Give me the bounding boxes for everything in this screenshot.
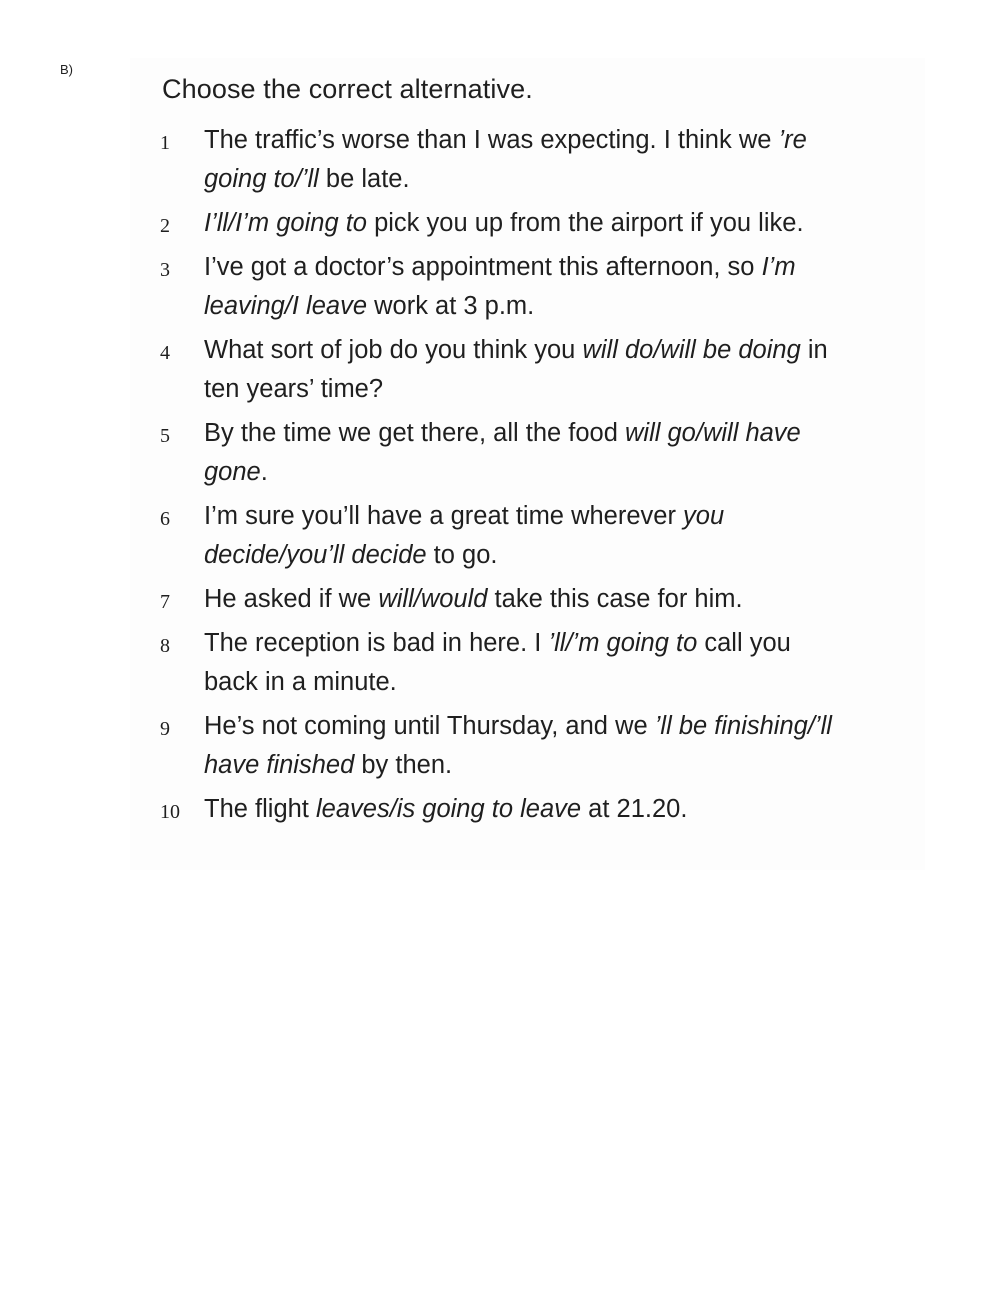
- exercise-item: [160, 707, 840, 785]
- item-number: 9: [160, 718, 170, 740]
- exercise-item: [160, 624, 840, 702]
- exercise-item-list: [160, 121, 840, 834]
- sentence-text: He’s not coming until Thursday, and we: [204, 712, 655, 740]
- sentence-text: at 21.20.: [581, 795, 688, 823]
- sentence-text: pick you up from the airport if you like.: [367, 209, 804, 237]
- item-number: 7: [160, 591, 170, 613]
- item-number: 2: [160, 215, 170, 237]
- item-sentence: [204, 204, 844, 243]
- item-number: 1: [160, 132, 170, 154]
- sentence-text: By the time we get there, all the food: [204, 419, 625, 447]
- alternatives-text: leaves/is going to leave: [315, 795, 582, 823]
- sentence-text: The reception is bad in here. I: [204, 629, 549, 657]
- item-sentence: [204, 497, 844, 575]
- item-sentence: [204, 331, 844, 409]
- sentence-text: take this case for him.: [487, 585, 743, 613]
- exercise-item: [160, 331, 840, 409]
- item-number: 4: [160, 342, 170, 364]
- alternatives-text: ’ll/’m going to: [548, 629, 698, 657]
- sentence-text: be late.: [318, 165, 410, 193]
- item-number: 8: [160, 635, 170, 657]
- sentence-text: to go.: [426, 541, 498, 569]
- section-label: B): [60, 62, 73, 77]
- sentence-text: .: [260, 458, 268, 486]
- item-sentence: [204, 580, 844, 619]
- item-number: 5: [160, 425, 170, 447]
- item-sentence: [204, 121, 844, 199]
- alternatives-text: you decide/you’ll decide: [204, 502, 725, 569]
- sentence-text: work at 3 p.m.: [367, 292, 535, 320]
- alternatives-text: will go/will have gone: [204, 419, 801, 486]
- alternatives-text: I’ll/I’m going to: [204, 209, 367, 237]
- exercise-item: [160, 790, 840, 829]
- item-sentence: [204, 790, 844, 829]
- exercise-item: [160, 414, 840, 492]
- alternatives-text: ’ll be finishing/’ll have finished: [204, 712, 832, 779]
- item-number: 6: [160, 508, 170, 530]
- exercise-item: [160, 121, 840, 199]
- sentence-text: in ten years’ time?: [204, 336, 828, 403]
- sentence-text: I’m sure you’ll have a great time wherever: [204, 502, 684, 530]
- sentence-text: He asked if we: [204, 585, 379, 613]
- exercise-item: [160, 204, 840, 243]
- item-sentence: [204, 624, 844, 702]
- exercise-item: [160, 580, 840, 619]
- alternatives-text: ’re going to/’ll: [204, 126, 807, 193]
- alternatives-text: will/would: [378, 585, 488, 613]
- sentence-text: I’ve got a doctor’s appointment this afternoon, so: [204, 253, 762, 281]
- item-number: 3: [160, 259, 170, 281]
- sentence-text: What sort of job do you think you: [204, 336, 583, 364]
- exercise-item: [160, 497, 840, 575]
- exercise-item: [160, 248, 840, 326]
- alternatives-text: I’m leaving/I leave: [204, 253, 796, 320]
- sentence-text: The traffic’s worse than I was expecting. I think we: [204, 126, 779, 154]
- item-sentence: [204, 414, 844, 492]
- sentence-text: by then.: [354, 751, 453, 779]
- sentence-text: call you back in a minute.: [204, 629, 791, 696]
- item-number: 10: [160, 801, 180, 823]
- item-sentence: [204, 248, 844, 326]
- exercise-instruction: Choose the correct alternative.: [162, 74, 533, 104]
- item-sentence: [204, 707, 844, 785]
- sentence-text: The flight: [204, 795, 316, 823]
- alternatives-text: will do/will be doing: [582, 336, 801, 364]
